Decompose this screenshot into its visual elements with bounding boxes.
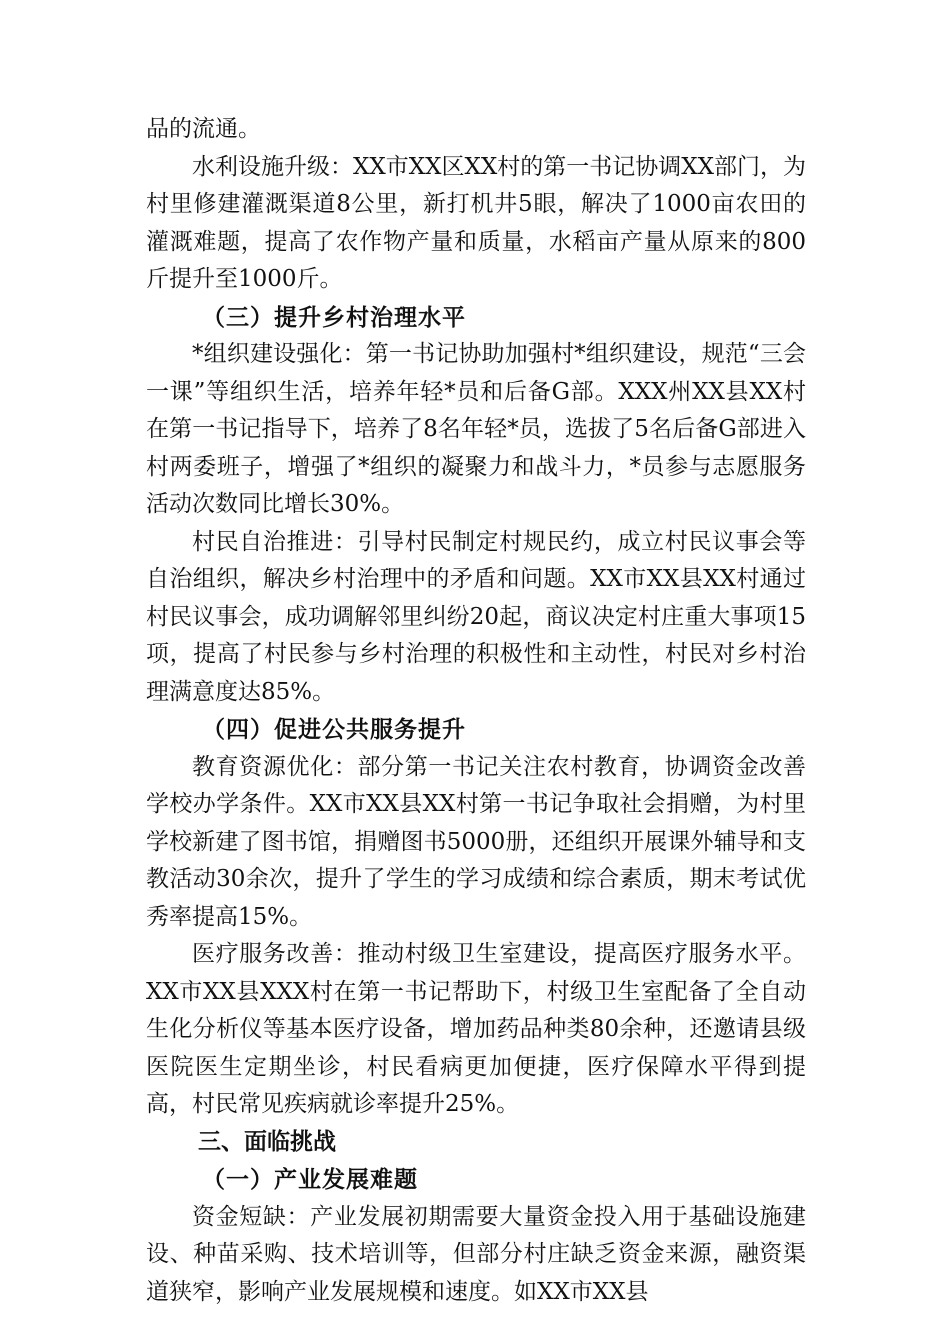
paragraph-organization-building: *组织建设强化：第一书记协助加强村*组织建设，规范“三会一课”等组织生活，培养年轻*员和后备G部。XXX州XX县XX村在第一书记指导下，培养了8名年轻*员，选拔了5名后备G部进入村两委班子，增强了*组织的凝聚力和战斗力，*员参与志愿服务活动次数同比增长30%。 — [146, 341, 806, 517]
subheading-public-services: （四）促进公共服务提升 — [202, 716, 466, 743]
paragraph-villager-autonomy: 村民自治推进：引导村民制定村规民约，成立村民议事会等自治组织，解决乡村治理中的矛盾和问题。XX市XX县XX村通过村民议事会，成功调解邻里纠纷20起，商议决定村庄重大事项15项，提高了村民参与乡村治理的积极性和主动性，村民对乡村治理满意度达85%。 — [146, 528, 806, 705]
document-page — [146, 111, 806, 1311]
paragraph-continuation: 品的流通。 — [146, 116, 261, 142]
paragraph-education: 教育资源优化：部分第一书记关注农村教育，协调资金改善学校办学条件。XX市XX县XX村第一书记争取社会捐赠，为村里学校新建了图书馆，捐赠图书5000册，还组织开展课外辅导和支教活动30余次，提升了学生的学习成绩和综合素质，期末考试优秀率提高15%。 — [146, 753, 806, 930]
paragraph-water-facilities: 水利设施升级：XX市XX区XX村的第一书记协调XX部门，为村里修建灌溉渠道8公里，新打机井5眼，解决了1000亩农田的灌溉难题，提高了农作物产量和质量，水稻亩产量从原来的800斤提升至1000斤。 — [146, 153, 806, 292]
section-heading-challenges: 三、面临挑战 — [198, 1128, 336, 1155]
subheading-rural-governance: （三）提升乡村治理水平 — [202, 303, 466, 331]
paragraph-funding-shortage: 资金短缺：产业发展初期需要大量资金投入用于基础设施建设、种苗采购、技术培训等，但部分村庄缺乏资金来源，融资渠道狭窄，影响产业发展规模和速度。如XX市XX县 — [146, 1203, 806, 1305]
subheading-industry-problems: （一）产业发展难题 — [202, 1166, 418, 1193]
paragraph-medical: 医疗服务改善：推动村级卫生室建设，提高医疗服务水平。XX市XX县XXX村在第一书记帮助下，村级卫生室配备了全自动生化分析仪等基本医疗设备，增加药品种类80余种，还邀请县级医院医生定期坐诊，村民看病更加便捷，医疗保障水平得到提高，村民常见疾病就诊率提升25%。 — [146, 941, 806, 1117]
